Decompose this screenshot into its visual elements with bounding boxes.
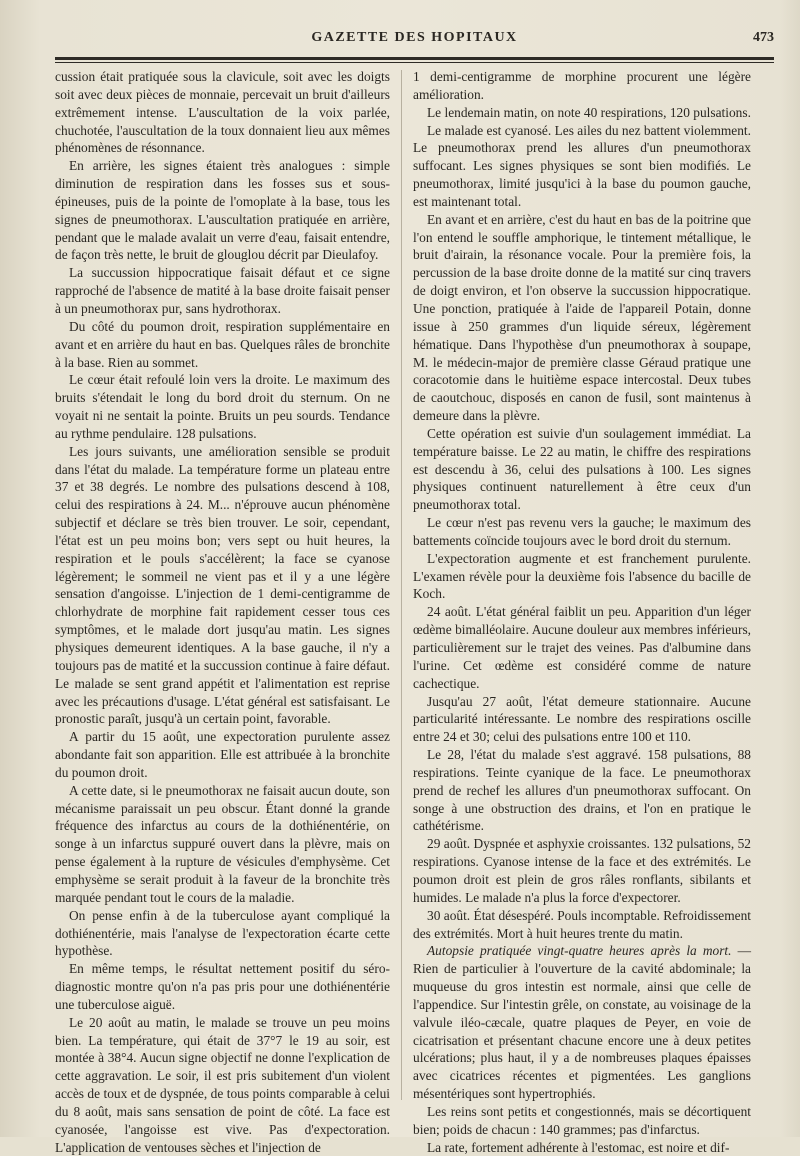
- paragraph: Du côté du poumon droit, respiration supplémentaire en avant et en arrière du haut en bas. Quelques râles de bronchite à la base. Rien au sommet.: [55, 318, 390, 370]
- paragraph: Le 20 août au matin, le malade se trouve un peu moins bien. La température, qui était de 37°7 le 19 au soir, est montée à 38°4. Aucun signe objectif ne donne l'explication de cette aggravation. Le soir, il est pris subitement d'un violent accès de toux et de dyspnée, de tous points comparable à celui du 8 août, mais sans sensation de point de côté. La face est cyanosée, l'angoisse est vive. Pas d'expectoration. L'application de ventouses sèches et l'injection de: [55, 1014, 390, 1155]
- paragraph: En même temps, le résultat nettement positif du séro-diagnostic montre qu'on n'a pas pris pour une dothiénentérie une tuberculose aiguë.: [55, 961, 390, 1012]
- paragraph: L'expectoration augmente et est franchement purulente. L'examen révèle pour la deuxième fois l'absence du bacille de Koch.: [413, 550, 751, 602]
- paragraph: Les reins sont petits et congestionnés, mais se décortiquent bien; poids de chacun : 140 grammes; pas d'infarctus.: [413, 1103, 751, 1137]
- paragraph: Le 28, l'état du malade s'est aggravé. 158 pulsations, 88 respirations. Teinte cyanique de la face. Le pneumothorax prend de rechef les allures d'un pneumothorax suffocant. On songe à une obstruction des drains, et l'on en pratique le cathétérisme.: [413, 747, 751, 834]
- paragraph: 29 août. Dyspnée et asphyxie croissantes. 132 pulsations, 52 respirations. Cyanose intense de la face et des extrémités. Le poumon droit est plein de gros râles ronflants, sibilants et humides. Le malade n'a plus la force d'expectorer.: [413, 836, 751, 905]
- paragraph: En arrière, les signes étaient très analogues : simple diminution de respiration dans les fosses sus et sous-épineuses, puis de la pointe de l'omoplate à la base, tous les signes de pneumothorax. L'auscultation pratiquée en arrière, pendant que le malade avalait un verre d'eau, faisait entendre, de façon très nette, le bruit de glouglou décrit par Dieulafoy.: [55, 158, 390, 263]
- paragraph: cussion était pratiquée sous la clavicule, soit avec les doigts soit avec deux pièces de monnaie, percevait un bruit d'ailleurs extrêmement intense. L'auscultation de la voix parlée, chuchotée, l'auscultation de la toux donnaient lieu aux mêmes phénomènes de résonnance.: [55, 69, 390, 156]
- paragraph: La rate, fortement adhérente à l'estomac, est noire et dif-: [427, 1139, 730, 1155]
- paragraph: Le malade est cyanosé. Les ailes du nez battent violemment. Le pneumothorax prend les allures d'un pneumothorax suffocant. Les signes physiques se sont bien modifiés. Le pneumothorax, limité jusqu'ici à la base du poumon gauche, est maintenant total.: [413, 122, 751, 209]
- paragraph: 1 demi-centigramme de morphine procurent une légère amélioration.: [413, 69, 751, 102]
- autopsy-paragraph: [413, 942, 751, 1103]
- header-rule-thick: [55, 57, 774, 60]
- paragraph: Cette opération est suivie d'un soulagement immédiat. La température baisse. Le 22 au matin, le chiffre des respirations est descendu à 36, celui des pulsations à 100. Les signes physiques continuent naturellement à être ceux d'un pneumothorax total.: [413, 425, 751, 513]
- column-divider: [401, 70, 402, 1100]
- paragraph: On pense enfin à de la tuberculose ayant compliqué la dothiénentérie, mais l'analyse de l'expectoration écarte cette hypothèse.: [55, 907, 390, 959]
- paragraph: 30 août. État désespéré. Pouls incomptable. Refroidissement des extrémités. Mort à huit heures trente du matin.: [413, 907, 751, 941]
- page-number: 473: [753, 30, 774, 45]
- paragraph: Le lendemain matin, on note 40 respirations, 120 pulsations.: [427, 104, 751, 120]
- paragraph: En avant et en arrière, c'est du haut en bas de la poitrine que l'on entend le souffle amphorique, le tintement métallique, le bruit d'airain, la résonance vocale. Pour la première fois, la percussion de la base droite donne de la matité sur cinq travers de doigt environ, et l'on observe la succussion hippocratique. Une ponction, pratiquée à l'aide de l'appareil Potain, donne issue à 250 grammes d'un liquide séreux, légèrement hématique. Dans l'hypothèse d'un pneumothorax à soupape, M. le médecin-major de première classe Géraud pratique une coracotomie dans le huitième espace intercostal. Deux tubes de caoutchouc, disposés en canon de fusil, sont maintenus à demeure dans la plèvre.: [413, 211, 751, 424]
- paragraph: A partir du 15 août, une expectoration purulente assez abondante fait son apparition. Elle est attribuée à la bronchite du poumon droit.: [55, 729, 390, 780]
- autopsy-heading: Autopsie pratiquée vingt-quatre heures après la mort.: [427, 943, 732, 959]
- paragraph: 24 août. L'état général faiblit un peu. Apparition d'un léger œdème bimalléolaire. Aucune douleur aux membres inférieurs, particulièrement sur le trajet des veines. Pas d'albumine dans l'urine. Cet œdème est considéré comme de nature cachectique.: [413, 604, 751, 691]
- journal-title: GAZETTE DES HOPITAUX: [311, 30, 518, 45]
- paragraph: La succussion hippocratique faisait défaut et ce signe rapproché de l'absence de matité à la base droite faisait penser à un pneumothorax pur, sans hydrothorax.: [55, 265, 390, 316]
- paragraph: Le cœur était refoulé loin vers la droite. Le maximum des bruits s'étendait le long du bord droit du sternum. On ne voyait ni ne sentait la pointe. Bruits un peu sourds. Tendance au rythme pendulaire. 128 pulsations.: [55, 372, 390, 441]
- left-column: [55, 68, 390, 1156]
- right-column: [413, 68, 751, 1156]
- page-header: [55, 26, 774, 48]
- paragraph: Le cœur n'est pas revenu vers la gauche; le maximum des battements coïncide toujours avec le bord droit du sternum.: [413, 515, 751, 548]
- paragraph: A cette date, si le pneumothorax ne faisait aucun doute, son mécanisme paraissait un peu obscur. Étant donné la grande fréquence des infarctus au cours de la dothiénentérie, on songe à un infarctus suppuré ouvert dans la plèvre, mais on pense également à la rupture de vésicules d'emphysème. Cet emphysème se serait produit à la faveur de la bronchite très marquée pendant tout le cours de la maladie.: [55, 782, 390, 905]
- paragraph: Les jours suivants, une amélioration sensible se produit dans l'état du malade. La température forme un plateau entre 37 et 38 degrés. Le nombre des pulsations descend à 108, celui des respirations à 24. M... n'éprouve aucun phénomène subjectif et déclare se très bien trouver. Le soir, cependant, l'état est un peu moins bon; vers sept ou huit heures, la respiration et le pouls s'accélèrent; la face se cyanose légèrement; le sommeil ne vient pas et il y a une légère sensation d'angoisse. L'injection de 1 demi-centigramme de chlorhydrate de morphine fait rapidement cesser tous ces symptômes, et le malade dort jusqu'au matin. Les signes physiques demeurent identiques. A la base gauche, il n'y a toujours pas de matité et la succussion continue à faire défaut. Le malade se sent grand appétit et l'alimentation est reprise avec les précautions d'usage. L'état général est satisfaisant. Le pronostic paraît, jusqu'à un certain point, favorable.: [55, 443, 390, 727]
- autopsy-text: — Rien de particulier à l'ouverture de la cavité abdominale; la muqueuse du gros intestin est normale, ainsi que celle de l'appendice. Sur l'intestin grêle, on constate, au voisinage de la valvule iléo-cæcale, quatre plaques de Peyer, en voie de cicatrisation et présentant chacune encore une à deux petites ulcérations; plus haut, il y a de nombreuses plaques épaisses avec cicatrices récentes et pigmentées. Les ganglions mésentériques sont hypertrophiés.: [413, 943, 751, 1102]
- paragraph: Jusqu'au 27 août, l'état demeure stationnaire. Aucune particularité intéressante. Le nombre des respirations oscille entre 24 et 30; celui des pulsations entre 100 et 110.: [413, 693, 751, 745]
- header-rule-thin: [55, 62, 774, 63]
